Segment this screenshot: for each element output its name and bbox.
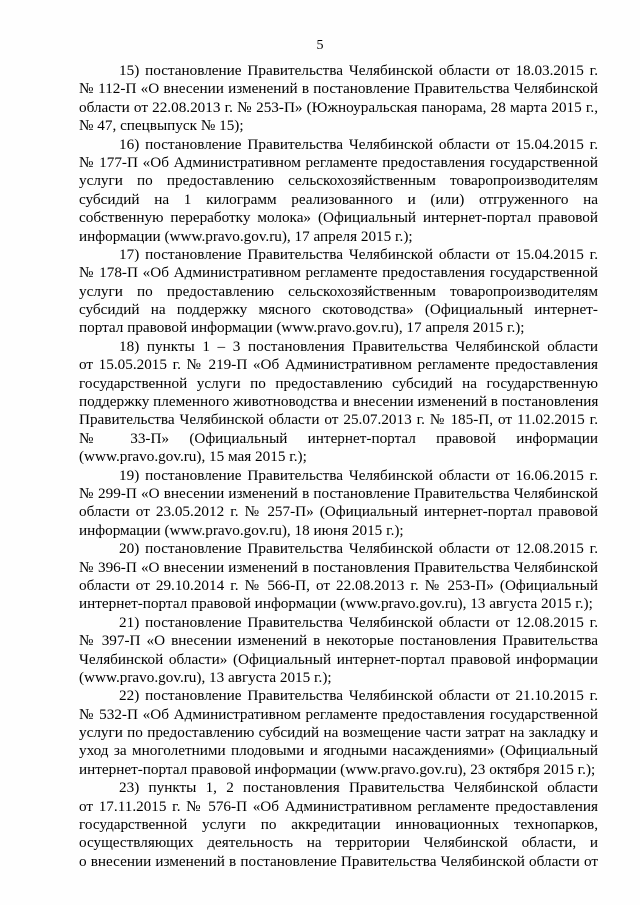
- text-line: 17) постановление Правительства Челябинской области от 15.04.2015 г.: [119, 245, 598, 263]
- text-line: государственной услуги по аккредитации инновационных технопарков,: [79, 816, 598, 834]
- list-item-paragraph: [79, 687, 598, 779]
- text-line: 21) постановление Правительства Челябинской области от 12.08.2015 г.: [119, 613, 598, 631]
- text-line: поддержку племенного животноводства и внесении изменений в постановления: [79, 393, 599, 411]
- text-line: № 397-П «О внесении изменений в некоторые постановления Правительства: [79, 632, 598, 650]
- list-item-paragraph: [79, 246, 598, 338]
- text-line: портал правовой информации (www.pravo.gov.ru), 17 апреля 2015 г.);: [79, 319, 525, 337]
- text-line: субсидий на 1 килограмм реализованного и (или) отгруженного на: [79, 190, 598, 208]
- list-item-paragraph: [79, 467, 598, 541]
- text-line: услуги по предоставлению сельскохозяйственным товаропроизводителям: [79, 172, 598, 190]
- text-line: о внесении изменений в постановление Правительства Челябинской области от: [79, 852, 598, 870]
- text-line: 18) пункты 1 – 3 постановления Правительства Челябинской области: [119, 337, 598, 355]
- text-line: области от 23.05.2012 г. № 257-П» (Официальный интернет-портал правовой: [79, 503, 598, 521]
- text-line: субсидий на поддержку мясного скотоводства» (Официальный интернет-: [79, 301, 598, 319]
- text-line: № 299-П «О внесении изменений в постановление Правительства Челябинской: [79, 484, 598, 502]
- text-line: (www.pravo.gov.ru), 15 мая 2015 г.);: [79, 448, 307, 466]
- text-line: от 17.11.2015 г. № 576-П «Об Административном регламенте предоставления: [79, 797, 598, 815]
- text-line: (www.pravo.gov.ru), 13 августа 2015 г.);: [79, 668, 332, 686]
- text-line: услуги по предоставлению сельскохозяйственным товаропроизводителям: [79, 282, 598, 300]
- text-line: осуществляющих деятельность на территории Челябинской области, и: [79, 834, 598, 852]
- list-item-paragraph: [79, 779, 598, 871]
- text-line: области от 29.10.2014 г. № 566-П, от 22.08.2013 г. № 253-П» (Официальный: [79, 576, 598, 594]
- text-line: 23) пункты 1, 2 постановления Правительства Челябинской области: [119, 779, 598, 797]
- text-line: Челябинской области» (Официальный интернет-портал правовой информации: [79, 650, 598, 668]
- list-item-paragraph: [79, 62, 598, 136]
- text-line: № 396-П «О внесении изменений в постановления Правительства Челябинской: [79, 558, 598, 576]
- text-line: уход за многолетними плодовыми и ягодными насаждениями» (Официальный: [79, 742, 598, 760]
- text-line: № 33-П» (Официальный интернет-портал правовой информации: [79, 429, 598, 447]
- text-line: № 532-П «Об Административном регламенте предоставления государственной: [79, 705, 598, 723]
- text-line: № 47, спецвыпуск № 15);: [79, 117, 244, 135]
- text-line: интернет-портал правовой информации (www.pravo.gov.ru), 13 августа 2015 г.);: [79, 595, 593, 613]
- text-line: информации (www.pravo.gov.ru), 17 апреля 2015 г.);: [79, 227, 413, 245]
- text-line: 16) постановление Правительства Челябинской области от 15.04.2015 г.: [119, 135, 598, 153]
- list-item-paragraph: [79, 136, 598, 246]
- text-line: от 15.05.2015 г. № 219-П «Об Административном регламенте предоставления: [79, 356, 598, 374]
- text-line: Правительства Челябинской области от 25.07.2013 г. № 185-П, от 11.02.2015 г.: [79, 411, 598, 429]
- list-item-paragraph: [79, 614, 598, 688]
- text-line: № 112-П «О внесении изменений в постановление Правительства Челябинской: [79, 80, 598, 98]
- text-line: № 177-П «Об Административном регламенте предоставления государственной: [79, 153, 598, 171]
- text-line: области от 22.08.2013 г. № 253-П» (Южноуральская панорама, 28 марта 2015 г.,: [79, 98, 598, 116]
- list-item-paragraph: [79, 540, 598, 614]
- text-line: № 178-П «Об Административном регламенте предоставления государственной: [79, 264, 598, 282]
- text-line: 15) постановление Правительства Челябинской области от 18.03.2015 г.: [119, 62, 598, 79]
- text-line: 19) постановление Правительства Челябинской области от 16.06.2015 г.: [119, 466, 598, 484]
- text-line: интернет-портал правовой информации (www.pravo.gov.ru), 23 октября 2015 г.);: [79, 760, 596, 778]
- text-line: 22) постановление Правительства Челябинской области от 21.10.2015 г.: [119, 687, 598, 705]
- text-line: 20) постановление Правительства Челябинской области от 12.08.2015 г.: [119, 540, 598, 558]
- document-body: [79, 62, 598, 871]
- page-number: 5: [316, 38, 324, 53]
- text-line: услуги по предоставлению субсидий на возмещение части затрат на закладку и: [79, 724, 598, 742]
- text-line: информации (www.pravo.gov.ru), 18 июня 2015 г.);: [79, 521, 404, 539]
- list-item-paragraph: [79, 338, 598, 467]
- text-line: собственную переработку молока» (Официальный интернет-портал правовой: [79, 209, 598, 227]
- text-line: государственной услуги по предоставлению субсидий на государственную: [79, 374, 598, 392]
